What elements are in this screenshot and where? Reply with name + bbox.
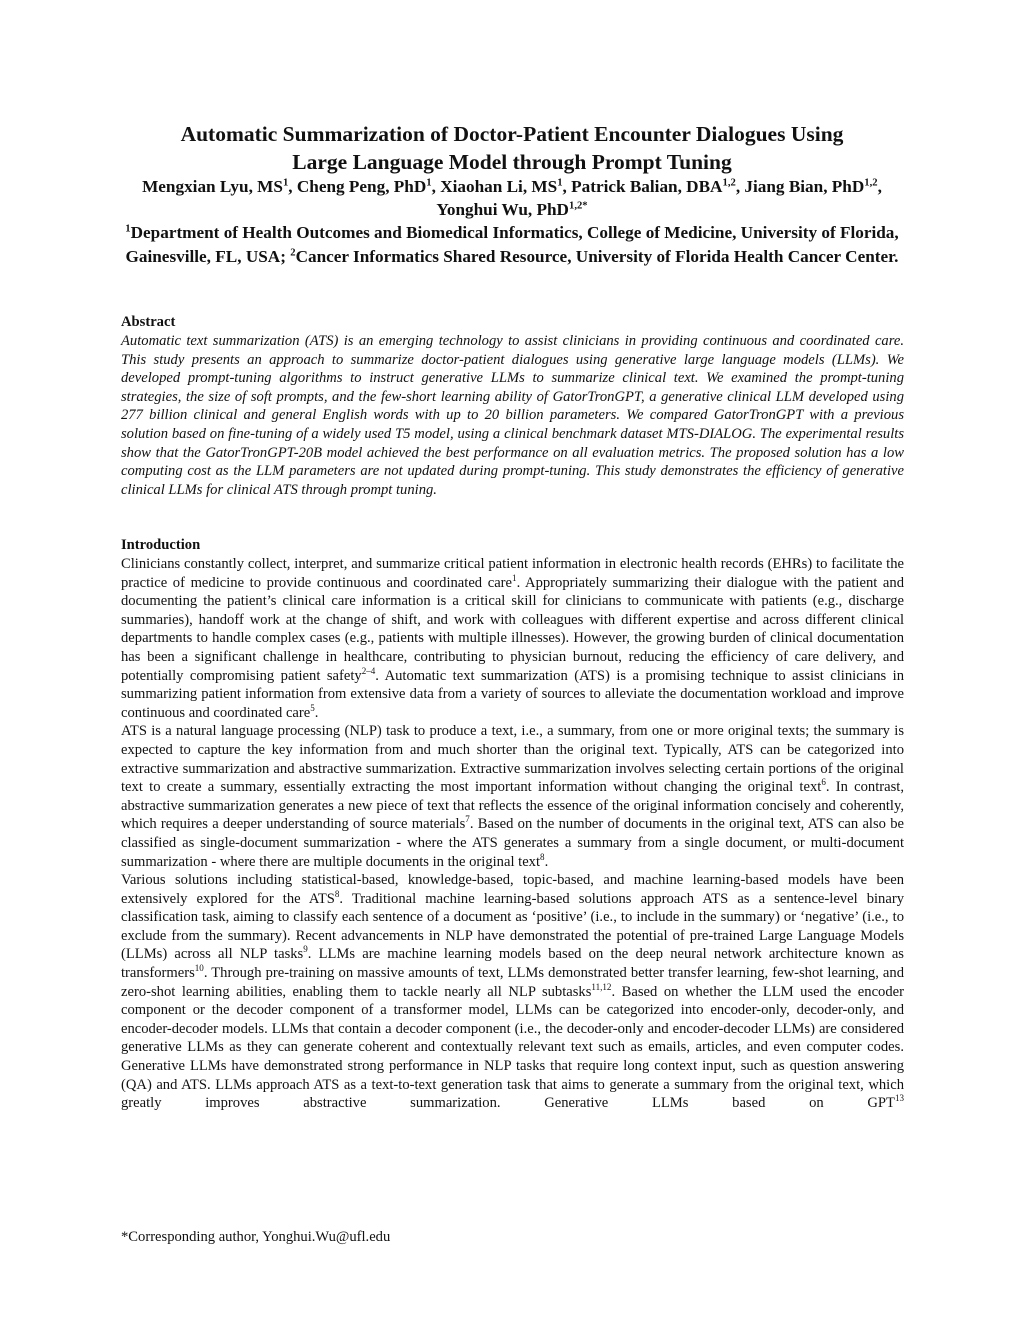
citation-ref: 6 [821, 777, 826, 788]
affiliation-number: 2 [290, 246, 296, 258]
author-affiliation-mark: 1 [426, 177, 432, 189]
citation-ref: 13 [894, 1093, 904, 1104]
citation-ref: 8 [540, 851, 545, 862]
body-paragraph [121, 871, 904, 1113]
citation-ref: 5 [310, 702, 315, 713]
body-text-run: . Through pre-training on massive amounts of text, LLMs demonstrated better transfer learning, few-shot learning, and zero-shot learning abilities, enabling them to tackle nearly all NLP subtasks [121, 965, 904, 1000]
author-name: Patrick Balian, DBA [571, 177, 723, 196]
citation-ref: 9 [303, 944, 308, 955]
body-text-run: . In contrast, abstractive summarization generates a new piece of text that reflects the essence of the original information concisely and coherently, which requires a deeper understanding of source materials [121, 779, 904, 833]
author-name: Xiaohan Li, MS [440, 177, 558, 196]
citation-ref: 2–4 [361, 665, 376, 676]
citation-ref: 8 [334, 888, 340, 899]
affiliation-text: Cancer Informatics Shared Resource, University of Florida Health Cancer Center. [295, 246, 899, 266]
citation-ref: 10 [194, 963, 204, 974]
author-name: Yonghui Wu, PhD [436, 200, 569, 219]
body-text-run: . [314, 704, 319, 721]
title-line-1: Automatic Summarization of Doctor-Patient Encounter Dialogues Using [180, 122, 844, 146]
author-affiliation-mark: 1 [557, 177, 563, 189]
affiliation-text: Department of Health Outcomes and Biomedical Informatics, College of Medicine, University of Florida, Gainesville, FL, USA; [125, 223, 899, 266]
introduction-heading: Introduction [121, 537, 201, 553]
paper-title [110, 120, 914, 176]
citation-ref: 1 [512, 572, 517, 583]
corresponding-author-footnote: *Corresponding author, Yonghui.Wu@ufl.edu [121, 1229, 391, 1245]
body-text-run: . Automatic text summarization (ATS) is a promising technique to assist clinicians in summarizing patient information from extensive data from a variety of sources to alleviate the documentation workload and improve continuous and coordinated care [121, 667, 905, 721]
body-text-run: . Appropriately summarizing their dialogue with the patient and documenting the patient’s clinical care information is a critical skill for clinicians to communicate with patients (e.g., discharge summaries), handoff work at the change of shift, and work with colleagues with different expertise and across different clinical departments to handle complex cases (e.g., patients with multiple illnesses). However, the growing burden of clinical documentation has been a significant challenge in healthcare, contributing to physician burnout, reducing the efficiency of care delivery, and potentially compromising patient safety [121, 574, 904, 684]
author-name: Cheng Peng, PhD [296, 177, 427, 196]
abstract-text: Automatic text summarization (ATS) is an emerging technology to assist clinicians in providing continuous and coordinated care. This study presents an approach to summarize doctor-patient dialogues using generative large language models (LLMs). We developed prompt-tuning algorithms to instruct generative LLMs to summarize clinical text. We examined the prompt-tuning strategies, the size of soft prompts, and the few-short learning ability of GatorTronGPT, a generative clinical LLM developed using 277 billion clinical and general English words with up to 20 billion parameters. We compared GatorTronGPT with a previous solution based on fine-tuning of a widely used T5 model, using a clinical benchmark dataset MTS-DIALOG. The experimental results show that the GatorTronGPT-20B model achieved the best performance on all evaluation metrics. The proposed solution has a low computing cost as the LLM parameters are not updated during prompt-tuning. This study demonstrates the efficiency of generative clinical LLMs for clinical ATS through prompt tuning. [121, 333, 904, 498]
author-affiliation-mark: 1,2 [722, 177, 736, 189]
citation-ref: 11,12 [591, 981, 612, 992]
body-text-run: . Traditional machine learning-based solutions approach ATS as a sentence-level binary classification task, aiming to classify each sentence of a document as ‘positive’ (i.e., to include in the summary) or ‘negative’ (i.e., to exclude from the summary). Recent advancements in NLP have demonstrated the potential of pre-trained Large Language Models (LLMs) across all NLP tasks [121, 890, 904, 963]
body-text-run: . Based on whether the LLM used the encoder component or the decoder component of a transformer model, LLMs can be categorized into encoder-only, decoder-only, and encoder-decoder models. LLMs that contain a decoder component (i.e., the decoder-only and encoder-decoder LLMs) are considered generative LLMs as they can generate coherent and contextually relevant text such as emails, articles, and even computer codes. Generative LLMs have demonstrated strong performance in NLP tasks that require long context input, such as question answering (QA) and ATS. LLMs approach ATS as a text-to-text generation task that aims to generate a summary from the original text, which greatly improves abstractive summarization. Generative LLMs based on GPT [121, 983, 904, 1112]
body-text-run: Various solutions including statistical-based, knowledge-based, topic-based, and machine learning-based models have been extensively explored for the ATS [121, 872, 904, 907]
abstract-heading: Abstract [121, 314, 176, 330]
body-text-run: . [544, 853, 549, 870]
body-text-run: . LLMs are machine learning models based on the deep neural network architecture known as transformers [121, 946, 904, 982]
citation-ref: 7 [465, 814, 470, 825]
body-text-run: . Based on the number of documents in the original text, ATS can also be classified as single-document summarization - where the ATS generates a summary from a single document, or multi-document summarization - where there are multiple documents in the original text [121, 816, 905, 870]
author-list: Mengxian Lyu, $MS^1$, Cheng Peng, PhD$^1$, Xiaohan Li, $MS^1$, Patrick Balian, DBA$^{1,2}$, Jiang Bian, PhD$^{1,2}$, Yonghui Wu, PhD$^{1,2*}$ [142, 177, 882, 219]
body-text-run: ATS is a natural language processing (NLP) task to produce a text, i.e., a summary, from one or more original texts; the summary is expected to capture the key information from and much shorter than the original text. Typically, ATS can be categorized into extractive summarization and abstractive summarization. Extractive summarization involves selecting certain portions of the original text to create a summary, essentially extracting the most important information without changing the original text [121, 723, 904, 796]
author-name: Jiang Bian, PhD [744, 177, 865, 196]
body-paragraph [121, 555, 904, 722]
author-affiliation-mark: 1 [282, 177, 289, 189]
title-line-2: Large Language Model through Prompt Tuning [292, 150, 732, 174]
affiliation-number: 1 [125, 223, 131, 235]
body-paragraph [121, 722, 904, 871]
body-text-run: Clinicians constantly collect, interpret, and summarize critical patient information in electronic health records (EHRs) to facilitate the practice of medicine to provide continuous and coordinated care [121, 556, 904, 591]
introduction-body [121, 555, 904, 1113]
affiliation-list [110, 221, 914, 268]
author-affiliation-mark: 1,2* [568, 200, 588, 212]
author-affiliation-mark: 1,2 [864, 177, 878, 189]
author-name: Mengxian Lyu, MS [142, 177, 283, 196]
